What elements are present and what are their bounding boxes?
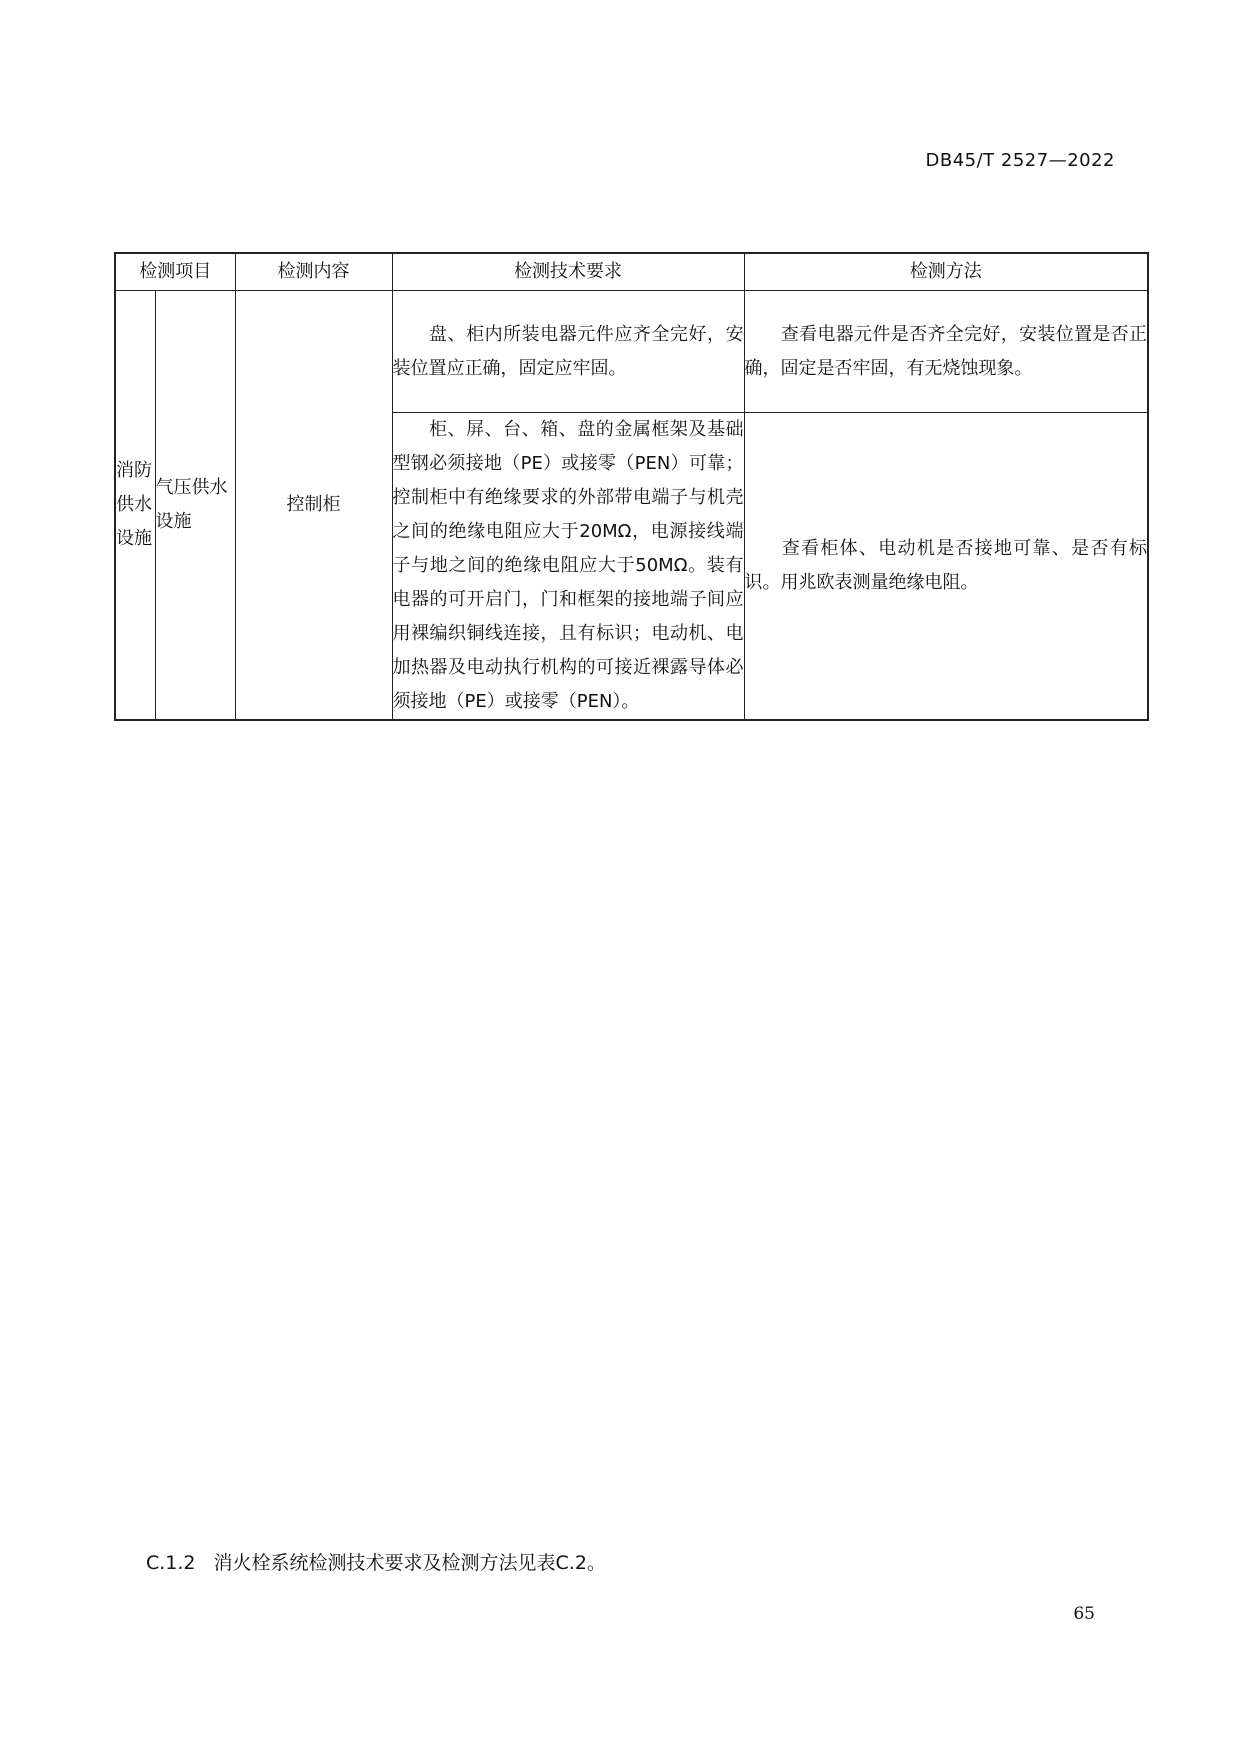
item-level1-cell: 消防供水设施 — [115, 291, 155, 721]
header-method: 检测方法 — [744, 253, 1148, 291]
item-level2-cell: 气压供水设施 — [155, 291, 235, 721]
requirement-text: 柜、屏、台、箱、盘的金属框架及基础型钢必须接地（PE）或接零（PEN）可靠；控制柜中有绝缘要求的外部带电端子与机壳之间的绝缘电阻应大于20MΩ，电源接线端子与地之间的绝缘电阻应大于50MΩ。装有电器的可开启门，门和框架的接地端子间应用裸编织铜线连接，且有标识；电动机、电加热器及电动执行机构的可接近裸露导体必须接地（PE）或接零（PEN）。 — [392, 419, 744, 712]
table-row — [115, 291, 1148, 413]
requirement-cell — [392, 291, 744, 413]
requirement-text: 盘、柜内所装电器元件应齐全完好，安装位置应正确，固定应牢固。 — [392, 323, 744, 379]
method-cell — [744, 291, 1148, 413]
clause-number: C.1.2 — [146, 1552, 196, 1574]
method-text: 查看电器元件是否齐全完好，安装位置是否正确，固定是否牢固，有无烧蚀现象。 — [744, 323, 1147, 379]
header-item: 检测项目 — [115, 253, 235, 291]
inspection-table — [114, 252, 1149, 721]
content-cell: 控制柜 — [235, 291, 392, 721]
header-requirement: 检测技术要求 — [392, 253, 744, 291]
method-cell — [744, 413, 1148, 721]
clause-paragraph — [146, 1548, 606, 1575]
method-text: 查看柜体、电动机是否接地可靠、是否有标识。用兆欧表测量绝缘电阻。 — [744, 538, 1147, 593]
standard-code: DB45/T 2527—2022 — [925, 150, 1115, 171]
clause-text: 消火栓系统检测技术要求及检测方法见表C.2。 — [213, 1552, 606, 1574]
header-content: 检测内容 — [235, 253, 392, 291]
table-header-row — [115, 253, 1148, 291]
page-number: 65 — [1073, 1604, 1095, 1624]
requirement-cell — [392, 413, 744, 721]
